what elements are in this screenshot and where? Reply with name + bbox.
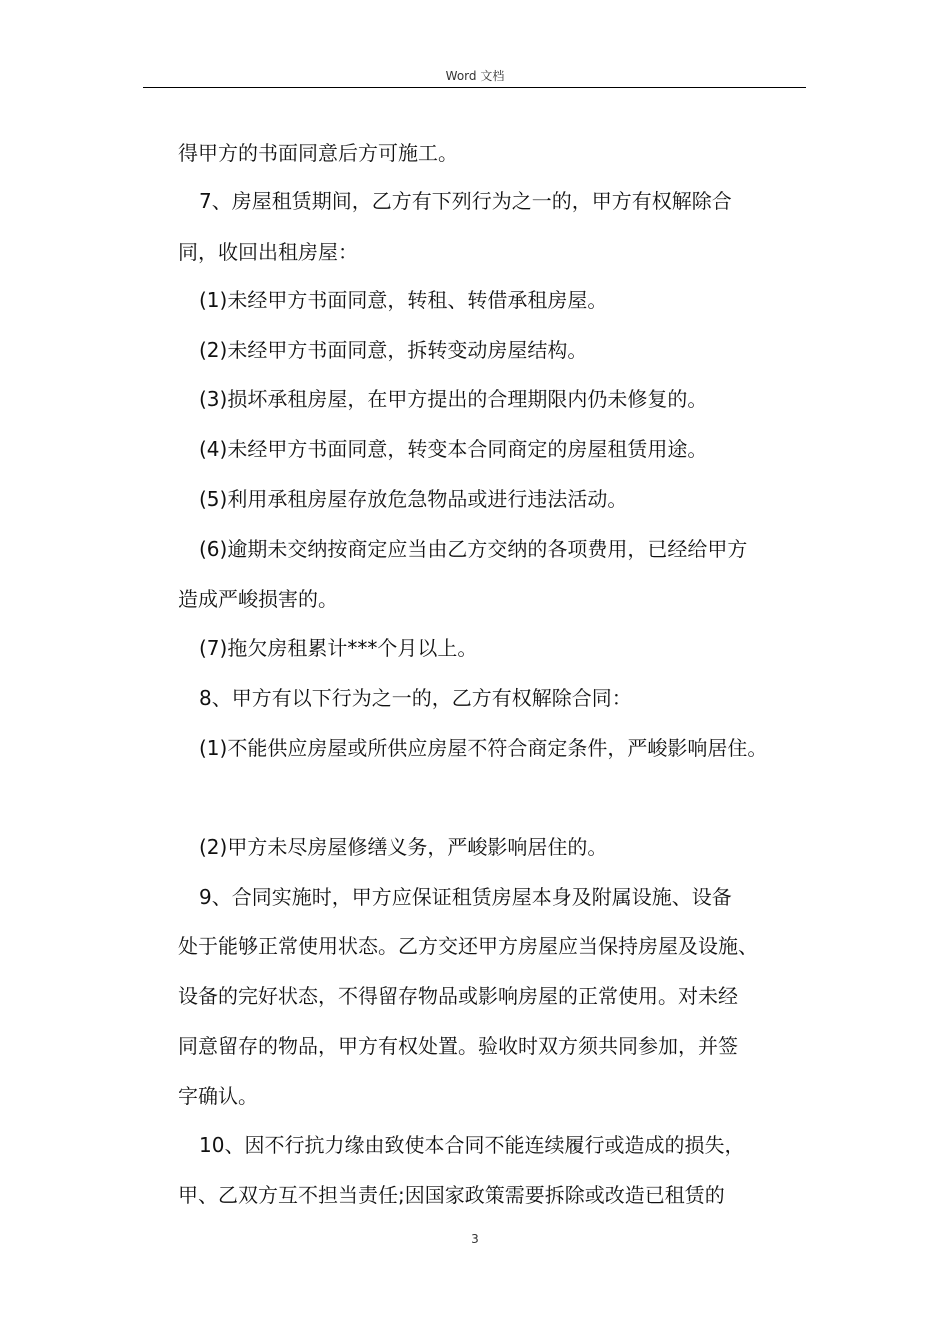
text-line: (2)甲方未尽房屋修缮义务，严峻影响居住的。 [199, 835, 608, 859]
text-line: (1)未经甲方书面同意，转租、转借承租房屋。 [199, 288, 608, 312]
text-line: 设备的完好状态，不得留存物品或影响房屋的正常使用。对未经 [178, 984, 738, 1008]
text-line: 得甲方的书面同意后方可施工。 [178, 141, 458, 165]
text-line: (1)不能供应房屋或所供应房屋不符合商定条件，严峻影响居住。 [199, 736, 768, 760]
text-line: (3)损坏承租房屋，在甲方提出的合理期限内仍未修复的。 [199, 387, 708, 411]
text-line: 同，收回出租房屋： [178, 240, 358, 264]
text-line: (6)逾期未交纳按商定应当由乙方交纳的各项费用，已经给甲方 [199, 537, 748, 561]
text-line: 造成严峻损害的。 [178, 587, 338, 611]
text-line: 8、甲方有以下行为之一的，乙方有权解除合同： [199, 686, 632, 710]
text-line: 7、房屋租赁期间，乙方有下列行为之一的，甲方有权解除合 [199, 189, 732, 213]
text-line: 处于能够正常使用状态。乙方交还甲方房屋应当保持房屋及设施、 [178, 934, 758, 958]
text-line: 甲、乙双方互不担当责任;因国家政策需要拆除或改造已租赁的 [178, 1183, 725, 1207]
text-line: (4)未经甲方书面同意，转变本合同商定的房屋租赁用途。 [199, 437, 708, 461]
text-line: 同意留存的物品，甲方有权处置。验收时双方须共同参加，并签 [178, 1034, 738, 1058]
text-line: 9、合同实施时，甲方应保证租赁房屋本身及附属设施、设备 [199, 885, 732, 909]
page-number: 3 [471, 1232, 479, 1246]
page-header: Word 文档 [445, 69, 505, 83]
text-line: (5)利用承租房屋存放危急物品或进行违法活动。 [199, 487, 628, 511]
text-line: (7)拖欠房租累计***个月以上。 [199, 636, 478, 660]
text-line: 10、因不行抗力缘由致使本合同不能连续履行或造成的损失， [199, 1133, 745, 1157]
text-line: (2)未经甲方书面同意，拆转变动房屋结构。 [199, 338, 588, 362]
text-line: 字确认。 [178, 1084, 258, 1108]
